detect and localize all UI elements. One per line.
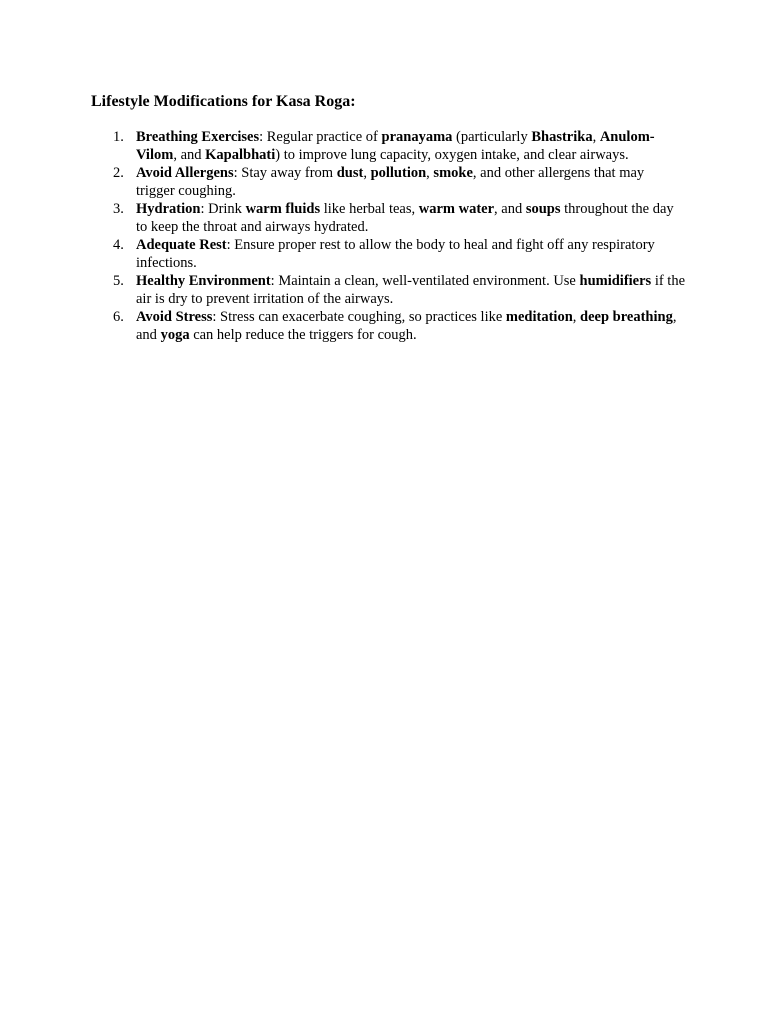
list-item-number: 5. (113, 273, 124, 289)
list-item-bold-text: dust (336, 165, 364, 181)
list-item-text: like herbal teas, (320, 201, 419, 217)
list-item-text: : Stay away from (233, 165, 337, 181)
list-item-bold-text: warm water (418, 201, 495, 217)
list-item (91, 308, 686, 344)
list-item (91, 164, 686, 200)
document-page (91, 92, 686, 344)
list-item-text: , and other allergens that may trigger coughing. (136, 165, 645, 199)
list-item-bold-text: meditation (505, 309, 573, 325)
list-item-bold-text: Hydration (136, 201, 201, 217)
list-item-text: : Drink (200, 201, 246, 217)
list-item-text: (particularly (452, 129, 532, 145)
list-item-bold-text: Anulom-Vilom (136, 129, 655, 163)
list-item-text: , (363, 165, 371, 181)
list-item-text: : Regular practice of (259, 129, 382, 145)
list-item-bold-text: Kapalbhati (205, 147, 276, 163)
list-item-text: , (426, 165, 434, 181)
list-item-bold-text: yoga (160, 327, 190, 343)
list-item-bold-text: pranayama (381, 129, 453, 145)
list-item-text: if the air is dry to prevent irritation of the airways. (136, 273, 686, 307)
document-title: Lifestyle Modifications for Kasa Roga: (91, 93, 356, 110)
list-item-bold-text: humidifiers (579, 273, 652, 289)
list-item-number: 6. (113, 309, 124, 325)
list-item-text: throughout the day to keep the throat and airways hydrated. (136, 201, 674, 235)
list-item-text: , and (173, 147, 206, 163)
list-item-text: , (572, 309, 581, 325)
list-item-number: 4. (113, 237, 124, 253)
list-item-bold-text: Avoid Stress (136, 309, 213, 325)
list-item-text: can help reduce the triggers for cough. (189, 327, 417, 343)
list-item-text: , and (494, 201, 526, 217)
list-item-bold-text: Adequate Rest (136, 237, 227, 253)
list-item-bold-text: pollution (370, 165, 427, 181)
list-item-number: 2. (113, 165, 124, 181)
list-item-text: : Ensure proper rest to allow the body to heal and fight off any respiratory infections. (136, 237, 655, 271)
list-item-text: : Stress can exacerbate coughing, so practices like (212, 309, 506, 325)
list-item (91, 128, 686, 164)
list-item-bold-text: warm fluids (245, 201, 321, 217)
list-item-bold-text: Bhastrika (531, 129, 593, 145)
lifestyle-list (91, 128, 686, 344)
list-item (91, 272, 686, 308)
list-item-text: ) to improve lung capacity, oxygen intake, and clear airways. (275, 147, 629, 163)
list-item-text: , and (136, 309, 677, 343)
list-item-bold-text: soups (525, 201, 561, 217)
list-item (91, 236, 686, 272)
list-item-text: : Maintain a clean, well-ventilated environment. Use (270, 273, 580, 289)
list-item-bold-text: smoke (433, 165, 473, 181)
list-item-bold-text: Healthy Environment (136, 273, 271, 289)
list-item-bold-text: deep breathing (580, 309, 673, 325)
list-item (91, 200, 686, 236)
list-item-bold-text: Breathing Exercises (136, 129, 260, 145)
list-item-text: , (592, 129, 600, 145)
list-item-number: 1. (113, 129, 124, 145)
list-item-bold-text: Avoid Allergens (136, 165, 234, 181)
list-item-number: 3. (113, 201, 124, 217)
